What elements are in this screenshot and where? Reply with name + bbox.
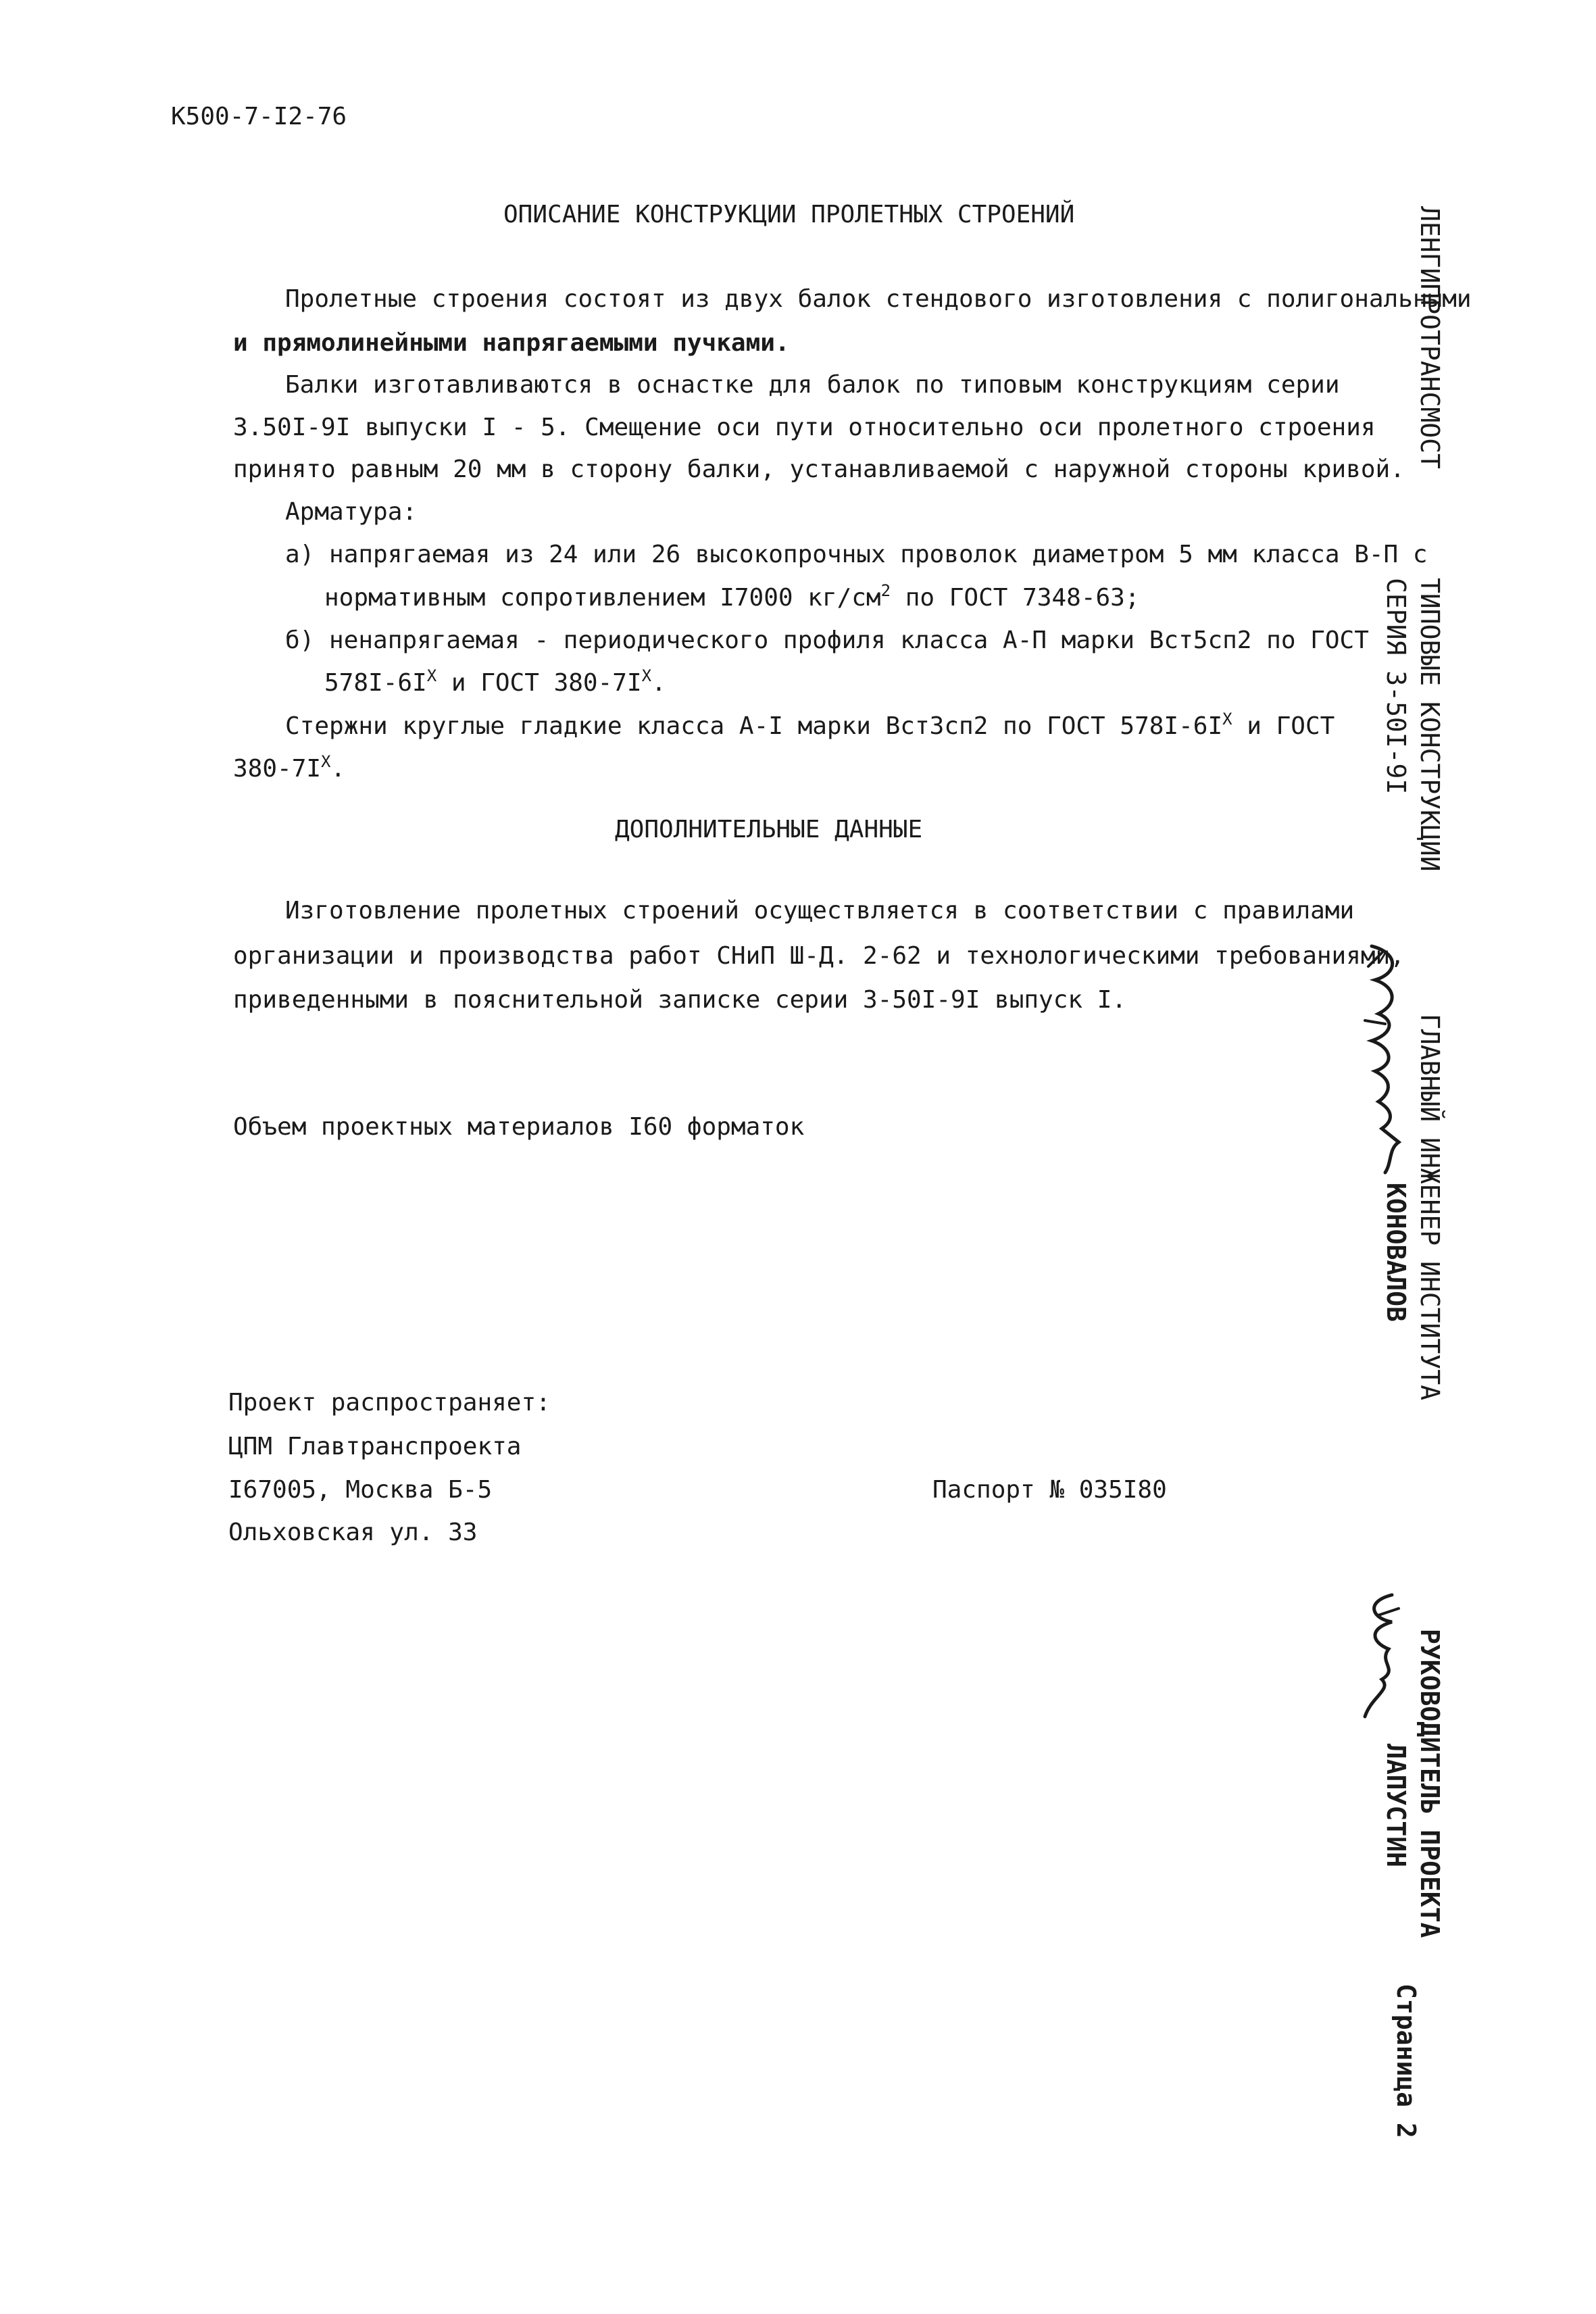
paragraph-line: приведенными в пояснительной записке серии 3-50I-9I выпуск I. <box>233 986 1127 1014</box>
superscript: Х <box>1222 710 1232 729</box>
text-span: нормативным сопротивлением I7000 кг/см <box>324 584 881 612</box>
distributor-line: Ольховская ул. 33 <box>228 1519 478 1546</box>
chief-engineer-signature <box>1358 939 1412 1183</box>
superscript: Х <box>641 666 652 685</box>
rods-line <box>233 752 346 783</box>
side-chief-line1: ГЛАВНЫЙ ИНЖЕНЕР ИНСТИТУТА <box>1415 1014 1445 1400</box>
superscript: Х <box>321 752 331 771</box>
text-span: Стержни круглые гладкие класса А-I марки Вст3сп2 по ГОСТ 578I-6I <box>285 712 1223 740</box>
section-title-additional: ДОПОЛНИТЕЛЬНЫЕ ДАННЫЕ <box>615 816 923 843</box>
side-series-line1: ТИПОВЫЕ КОНСТРУКЦИИ <box>1415 578 1445 872</box>
paragraph-line: 3.50I-9I выпуски I - 5. Смещение оси пути относительно оси пролетного строения <box>233 414 1376 441</box>
paragraph-line: и прямолинейными напрягаемыми пучками. <box>233 329 790 357</box>
text-span: 380-7I <box>233 755 322 783</box>
rods-line <box>285 710 1335 740</box>
list-item-b-continuation <box>324 666 666 697</box>
text-span: по ГОСТ 7348-63; <box>891 584 1140 612</box>
text-span: . <box>651 669 666 697</box>
side-page-number: Страница 2 <box>1391 1984 1421 2138</box>
text-span: . <box>330 755 346 783</box>
section-title-description: ОПИСАНИЕ КОНСТРУКЦИИ ПРОЛЕТНЫХ СТРОЕНИЙ <box>503 201 1075 228</box>
side-org: ЛЕНГИПРОТРАНСМОСТ <box>1415 206 1445 469</box>
armature-heading: Арматура: <box>285 498 418 526</box>
paragraph-line: Балки изготавливаются в оснастке для балок по типовым конструкциям серии <box>285 371 1340 399</box>
side-series-line2: СЕРИЯ 3-50I-9I <box>1381 578 1411 795</box>
side-lead-line1: РУКОВОДИТЕЛЬ ПРОЕКТА <box>1415 1629 1445 1938</box>
project-lead-signature <box>1351 1588 1412 1723</box>
paragraph-line: Пролетные строения состоят из двух балок стендового изготовления с полигональными <box>285 285 1472 313</box>
paragraph-line: принято равным 20 мм в сторону балки, устанавливаемой с наружной стороны кривой. <box>233 456 1405 483</box>
list-item-b: б) ненапрягаемая - периодического профиля класса А-П марки Вст5сп2 по ГОСТ <box>285 626 1369 654</box>
text-span: и ГОСТ <box>1232 712 1335 740</box>
text-span: 578I-6I <box>324 669 427 697</box>
side-chief-line2: КОНОВАЛОВ <box>1381 1183 1411 1322</box>
distributor-line: ЦПМ Главтранспроекта <box>228 1433 522 1460</box>
document-code: К500-7-I2-76 <box>171 103 347 130</box>
list-item-a: а) напрягаемая из 24 или 26 высокопрочных проволок диаметром 5 мм класса В-П с <box>285 541 1428 568</box>
text-span: и ГОСТ 380-7I <box>437 669 642 697</box>
list-item-a-continuation <box>324 581 1140 612</box>
side-lead-line2: ЛАПУСТИН <box>1381 1744 1411 1868</box>
superscript: 2 <box>880 581 891 600</box>
superscript: Х <box>426 666 437 685</box>
volume-note: Объем проектных материалов I60 форматок <box>233 1113 805 1141</box>
distributor-line: Проект распространяет: <box>228 1389 551 1417</box>
paragraph-line: Изготовление пролетных строений осуществляется в соответствии с правилами <box>285 897 1355 925</box>
passport-number: Паспорт № 035I80 <box>932 1476 1167 1504</box>
distributor-line: I67005, Москва Б-5 <box>228 1476 493 1504</box>
paragraph-line: организации и производства работ СНиП Ш-Д. 2-62 и технологическими требованиями, <box>233 942 1405 970</box>
